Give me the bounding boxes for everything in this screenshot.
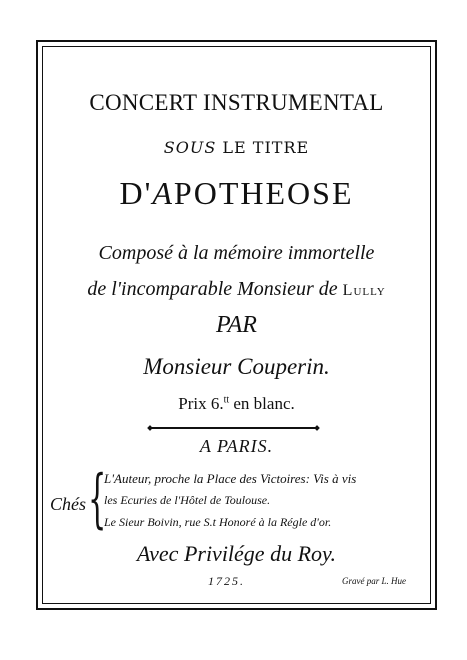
privilege-line: Avec Privilége du Roy. [136,541,337,566]
ches-label: Chés [50,494,86,514]
title-line-2 [42,138,431,157]
title-line-1: CONCERT INSTRUMENTAL [89,90,384,115]
engraver-credit: Gravé par L. Hue [342,576,406,586]
price-text: Prix 6. [178,394,224,413]
address-line-2: les Ecuries de l'Hôtel de Toulouse. [104,493,271,507]
title-apotheose-initial: A [152,175,174,211]
title-line-2-rest: LE TITRE [216,138,310,157]
year-label: 1725. [208,574,245,588]
price-line [42,394,431,414]
price-sup: tt [223,394,230,406]
ornamental-rule [150,427,317,429]
dedication-line-1: Composé à la mémoire immortelle [98,242,375,264]
city-label: A PARIS. [199,436,274,456]
author-name: Monsieur Couperin. [143,354,330,379]
address-line-3: Le Sieur Boivin, rue S.t Honoré à la Régle d'or. [104,515,332,529]
dedication-line-2-text: de l'incomparable Monsieur de [87,278,343,300]
par-label: PAR [216,312,257,338]
dedication-line-2 [42,278,431,301]
title-line-2-prefix: SOUS [163,138,217,157]
title-apotheose-prefix: D' [119,175,153,211]
title-apotheose-rest: POTHEOSE [173,175,354,211]
dedication-name-lully: Lully [342,282,386,299]
price-rest: en blanc. [229,394,295,413]
title-apotheose [42,175,431,212]
brace-icon: { [88,462,107,536]
address-line-1: L'Auteur, proche la Place des Victoires: Vis à vis [104,471,357,486]
